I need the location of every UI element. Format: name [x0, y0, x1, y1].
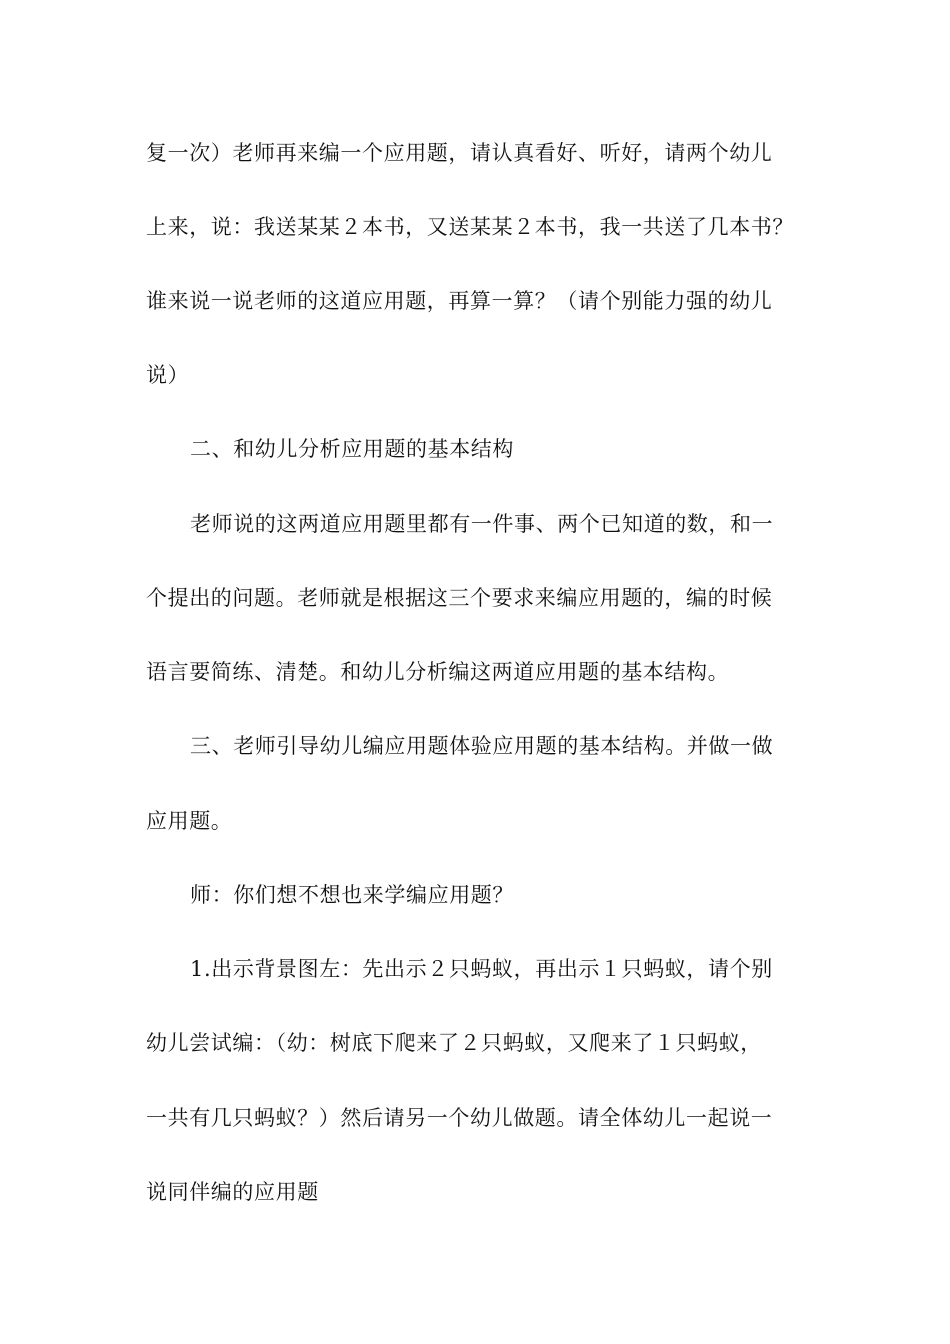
text-line: 个提出的问题。老师就是根据这三个要求来编应用题的，编的时候 [146, 586, 773, 610]
text-line: 说同伴编的应用题 [146, 1180, 319, 1204]
section-heading: 三、老师引导幼儿编应用题体验应用题的基本结构。并做一做 [190, 734, 774, 758]
text-line: 幼儿尝试编：（幼：树底下爬来了２只蚂蚁，又爬来了１只蚂蚁， [146, 1031, 762, 1055]
text-line: 复一次）老师再来编一个应用题，请认真看好、听好，请两个幼儿 [146, 141, 773, 165]
text-line: 语言要简练、清楚。和幼儿分析编这两道应用题的基本结构。 [146, 660, 730, 684]
section-heading: 二、和幼儿分析应用题的基本结构 [190, 437, 514, 461]
text-line: 上来，说：我送某某２本书，又送某某２本书，我一共送了几本书？ [146, 215, 794, 239]
text-line: 师：你们想不想也来学编应用题？ [190, 883, 514, 907]
text-line: 老师说的这两道应用题里都有一件事、两个已知道的数，和一 [190, 512, 774, 536]
text-line: 说） [146, 363, 190, 387]
text-line: 1.出示背景图左：先出示２只蚂蚁，再出示１只蚂蚁，请个别 [190, 957, 773, 981]
text-line: 应用题。 [146, 809, 233, 833]
text-line: 一共有几只蚂蚁？）然后请另一个幼儿做题。请全体幼儿一起说一 [146, 1106, 773, 1130]
text-line: 谁来说一说老师的这道应用题，再算一算？（请个别能力强的幼儿 [146, 289, 773, 313]
